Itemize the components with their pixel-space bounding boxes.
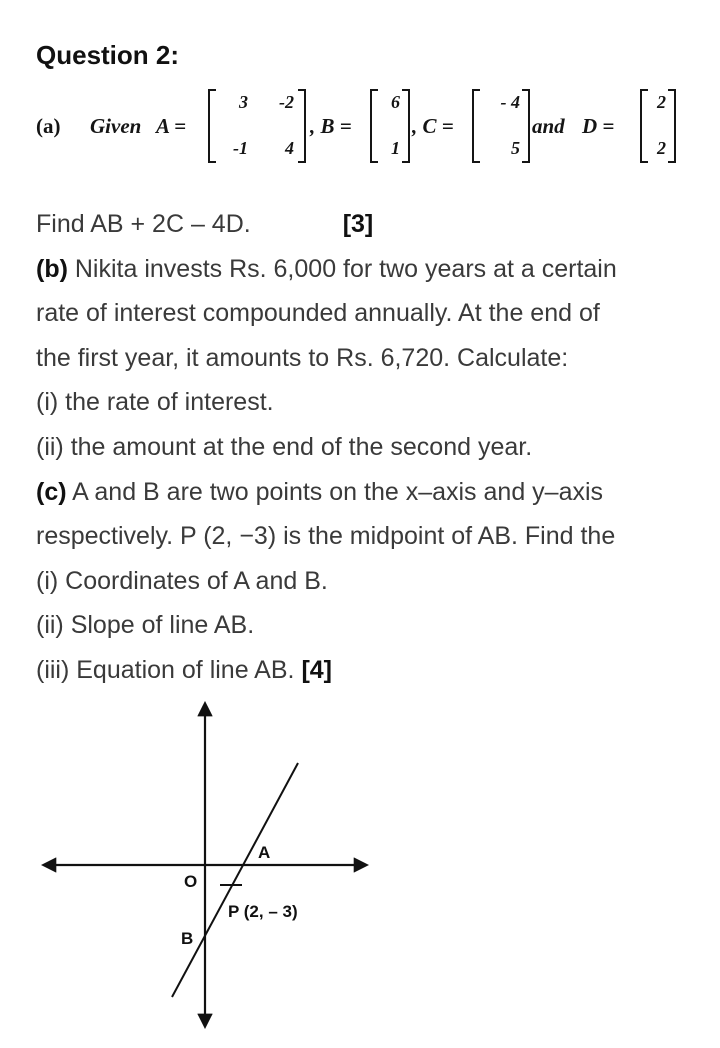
coordinate-figure — [0, 690, 720, 1040]
part-c-text: (iii) Equation of line AB. — [36, 655, 295, 684]
matrix-b-right-bracket — [402, 89, 410, 163]
part-b-label: (b) — [36, 254, 68, 283]
part-c-line: (ii) Slope of line AB. — [36, 611, 255, 640]
matrix-d-right-bracket — [668, 89, 676, 163]
label-a: A — [258, 843, 271, 862]
matrix-a-right-bracket — [298, 89, 306, 163]
and-text: and — [532, 114, 565, 138]
matrix-c-right-bracket — [522, 89, 530, 163]
part-b-line — [36, 247, 696, 292]
matrix-d-cell: 2 — [657, 138, 666, 158]
matrix-d-cell: 2 — [657, 92, 666, 112]
part-c-text: A and B are two points on the x–axis and y–axis — [72, 477, 604, 506]
part-a-task: Find AB + 2C – 4D. — [36, 210, 251, 238]
matrix-a-cell: -2 — [279, 92, 294, 112]
part-b-line: (i) the rate of interest. — [36, 388, 274, 417]
matrix-b-cell: 1 — [391, 138, 400, 158]
part-b-text: Nikita invests Rs. 6,000 for two years at a certain — [74, 254, 617, 283]
part-c-label: (c) — [36, 477, 67, 506]
part-a-matrices — [36, 86, 696, 168]
part-c-marks: [4] — [301, 655, 332, 684]
matrix-d-name: D = — [582, 114, 615, 138]
part-c-line: respectively. P (2, −3) is the midpoint of AB. Find the — [36, 522, 616, 551]
question-title: Question 2: — [36, 40, 180, 70]
given-text: Given — [90, 114, 142, 138]
matrix-b-name: , B = — [310, 114, 352, 138]
matrix-c-name: , C = — [412, 114, 454, 138]
matrix-a-name: A = — [156, 114, 187, 138]
matrix-a-cell: -1 — [233, 138, 248, 158]
part-a-task-line — [36, 202, 696, 247]
part-a-label: (a) — [36, 114, 61, 138]
matrix-b-cell: 6 — [391, 92, 400, 112]
part-a-marks: [3] — [342, 210, 374, 238]
part-c-line — [36, 470, 696, 515]
label-o: O — [184, 872, 198, 891]
matrix-a-cell: 4 — [285, 138, 294, 158]
question-body — [36, 202, 696, 693]
matrix-a-left-bracket — [208, 89, 216, 163]
matrix-a-cell: 3 — [239, 92, 248, 112]
part-c-line: (i) Coordinates of A and B. — [36, 566, 328, 595]
matrix-c-cell: 5 — [511, 138, 520, 158]
part-b-line: rate of interest compounded annually. At the end of — [36, 299, 600, 328]
part-c-line — [36, 648, 696, 693]
label-p: P (2, – 3) — [228, 902, 298, 921]
matrix-c-cell: - 4 — [500, 92, 520, 112]
part-b-line: (ii) the amount at the end of the second year. — [36, 432, 533, 461]
part-b-line: the first year, it amounts to Rs. 6,720. Calculate: — [36, 343, 569, 372]
label-b: B — [181, 929, 194, 948]
